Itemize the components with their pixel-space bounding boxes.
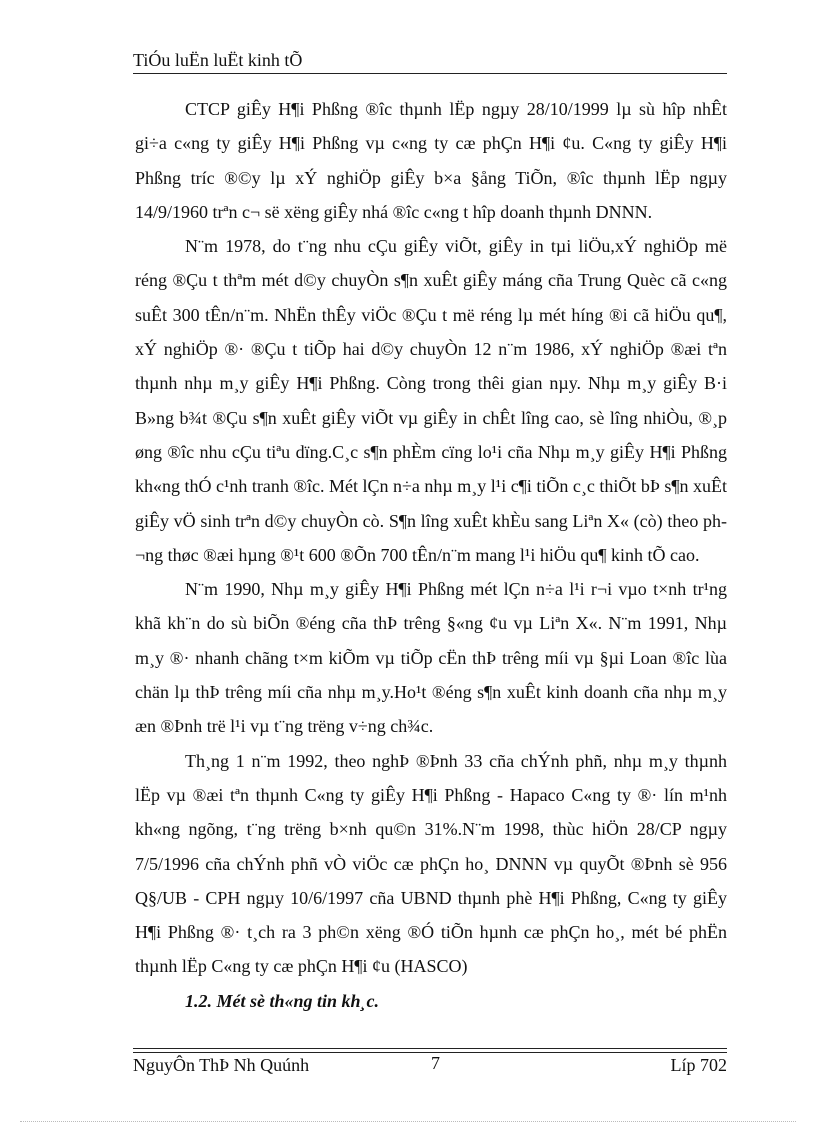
footer-author: NguyÔn ThÞ Nh Quúnh <box>133 1055 310 1075</box>
paragraph-3: N¨m 1990, Nhµ m¸y giÊy H¶i Phßng mét lÇn n÷a l¹i r¬i vµo t×nh tr¹ng khã kh¨n do sù biÕn ®éng cña thÞ trêng §«ng ¢u vµ Liªn X«. N¨m 1991, Nhµ m¸y ®· nhanh chãng t×m kiÕm vµ tiÕp cËn thÞ trêng míi vµ §µi Loan ®îc lùa chän lµ thÞ trêng míi cña nhµ m¸y.Ho¹t ®éng s¶n xuÊt kinh doanh cña nhµ m¸y æn ®Þnh trë l¹i vµ t¨ng trëng v÷ng ch¾c. <box>135 579 727 737</box>
document-body <box>135 92 727 1018</box>
footer-class: Líp 702 <box>670 1055 727 1075</box>
page-bottom-dotted-line <box>20 1121 796 1122</box>
footer-divider-top <box>133 1048 727 1049</box>
section-heading: 1.2. Mét sè th«ng tin kh¸c. <box>185 990 380 1011</box>
footer-divider-bottom <box>133 1052 727 1053</box>
paragraph-4: Th¸ng 1 n¨m 1992, theo nghÞ ®Þnh 33 cña chÝnh phñ, nhµ m¸y thµnh lËp vµ ®æi tªn thµnh C«ng ty giÊy H¶i Phßng - Hapaco C«ng ty ®· lín m¹nh kh«ng ngõng, t¨ng trëng b×nh qu©n 31%.N¨m 1998, thùc hiÖn 28/CP ngµy 7/5/1996 cña chÝnh phñ vÒ viÖc cæ phÇn ho¸ DNNN vµ quyÕt ®Þnh sè 956 Q§/UB - CPH ngµy 10/6/1997 cña UBND thµnh phè H¶i Phßng, C«ng ty giÊy H¶i Phßng ®· t¸ch ra 3 ph©n xëng ®Ó tiÕn hµnh cæ phÇn ho¸, mét bé phËn thµnh lËp C«ng ty cæ phÇn H¶i ¢u (HASCO) <box>135 750 727 977</box>
paragraph-2: N¨m 1978, do t¨ng nhu cÇu giÊy viÕt, giÊy in tµi liÖu,xÝ nghiÖp më réng ®Çu t thªm mét d©y chuyÒn s¶n xuÊt giÊy máng cña Trung Quèc cã c«ng suÊt 300 tÊn/n¨m. NhËn thÊy viÖc ®Çu t më réng lµ mét híng ®i cã hiÖu qu¶, xÝ nghiÖp ®· ®Çu t tiÕp hai d©y chuyÒn 12 n¨m 1986, xÝ nghiÖp ®æi tªn thµnh nhµ m¸y giÊy H¶i Phßng. Còng trong thêi gian nµy. Nhµ m¸y giÊy B·i B»ng b¾t ®Çu s¶n xuÊt giÊy viÕt vµ giÊy in chÊt lîng cao, sè lîng nhiÒu, ®¸p øng ®îc nhu cÇu tiªu dïng.C¸c s¶n phÈm cïng lo¹i cña Nhµ m¸y giÊy H¶i Phßng kh«ng thÓ c¹nh tranh ®îc. Mét lÇn n÷a nhµ m¸y l¹i c¶i tiÕn c¸c thiÕt bÞ s¶n xuÊt giÊy vÖ sinh trªn d©y chuyÒn cò. S¶n lîng xuÊt khÈu sang Liªn X« (cò) theo ph¬ng thøc ®æi hµng ®¹t 600 ®Õn 700 tÊn/n¨m mang l¹i hiÖu qu¶ kinh tÕ cao. <box>135 236 727 565</box>
page-footer <box>133 1054 727 1080</box>
footer-page-number: 7 <box>431 1053 440 1073</box>
page-header-title: TiÓu luËn luËt kinh tÕ <box>133 50 303 70</box>
header-divider <box>133 73 727 74</box>
paragraph-1: CTCP giÊy H¶i Phßng ®îc thµnh lËp ngµy 28/10/1999 lµ sù hîp nhÊt gi÷a c«ng ty giÊy H¶i Phßng vµ c«ng ty cæ phÇn H¶i ¢u. C«ng ty giÊy H¶i Phßng tríc ®©y lµ xÝ nghiÖp giÊy b×a §ång TiÕn, ®îc thµnh lËp ngµy 14/9/1960 trªn c¬ së xëng giÊy nhá ®îc c«ng t hîp doanh thµnh DNNN. <box>135 99 727 222</box>
